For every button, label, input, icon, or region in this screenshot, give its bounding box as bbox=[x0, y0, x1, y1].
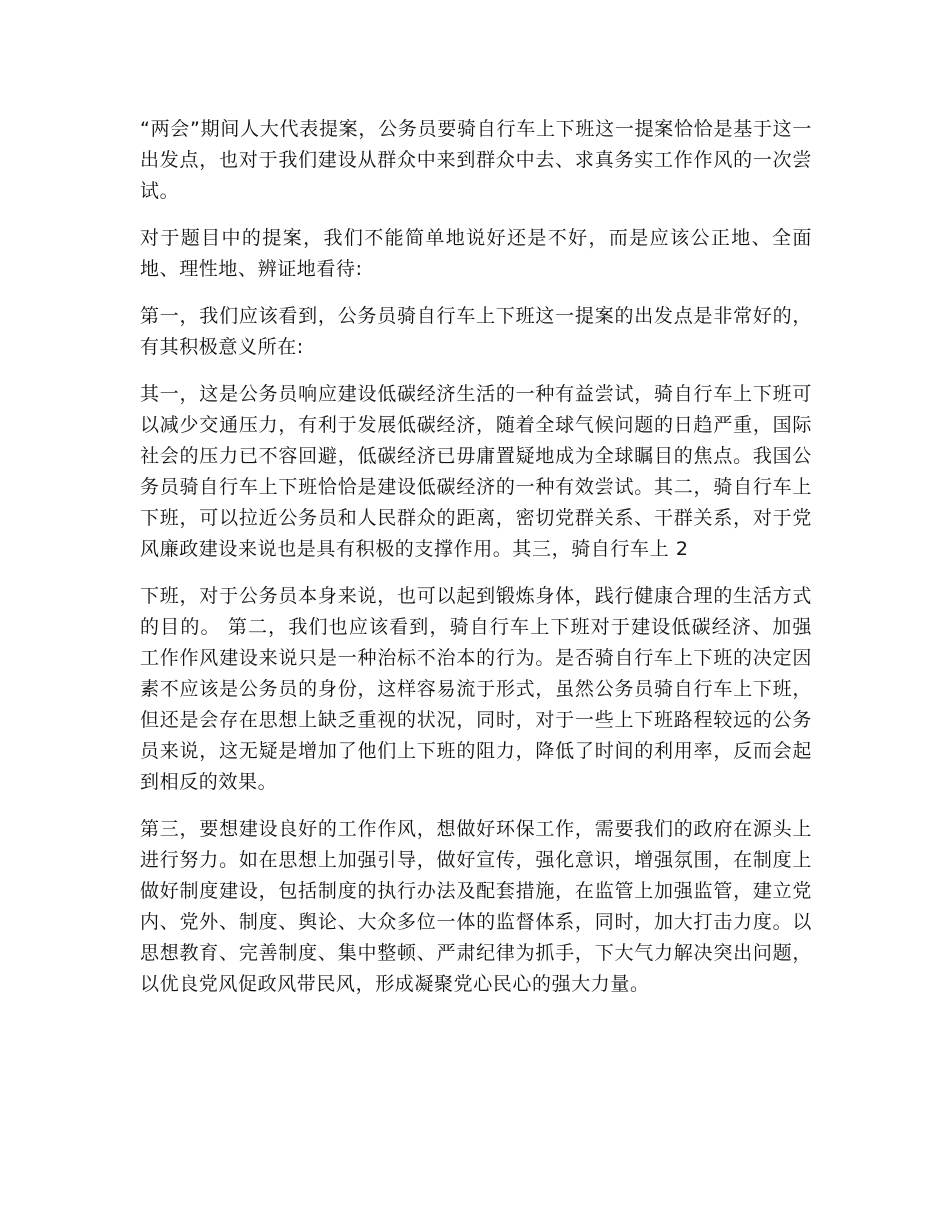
paragraph-2: 对于题目中的提案，我们不能简单地说好还是不好，而是应该公正地、全面地、理性地、辨证地看待: bbox=[140, 227, 812, 280]
document-body bbox=[140, 114, 812, 1016]
paragraph-6: 第三，要想建设良好的工作作风，想做好环保工作，需要我们的政府在源头上进行努力。如在思想上加强引导，做好宣传，强化意识，增强氛围，在制度上做好制度建设，包括制度的执行办法及配套措施，在监管上加强监管，建立党内、党外、制度、舆论、大众多位一体的监督体系，同时，加大打击力度。以思想教育、完善制度、集中整顿、严肃纪律为抓手，下大气力解决突出问题，以优良党风促政风带民风，形成凝聚党心民心的强大力量。 bbox=[140, 818, 812, 995]
paragraph-5: 下班，对于公务员本身来说，也可以起到锻炼身体，践行健康合理的生活方式的目的。 第二，我们也应该看到，骑自行车上下班对于建设低碳经济、加强工作作风建设来说只是一种治标不治本的行为。是否骑自行车上下班的决定因素不应该是公务员的身份，这样容易流于形式，虽然公务员骑自行车上下班，但还是会存在思想上缺乏重视的状况，同时，对于一些上下班路程较远的公务员来说，这无疑是增加了他们上下班的阻力，降低了时间的利用率，反而会起到相反的效果。 bbox=[140, 585, 812, 793]
paragraph-1: “两会”期间人大代表提案，公务员要骑自行车上下班这一提案恰恰是基于这一出发点，也对于我们建设从群众中来到群众中去、求真务实工作作风的一次尝试。 bbox=[140, 118, 812, 202]
paragraph-3: 第一，我们应该看到，公务员骑自行车上下班这一提案的出发点是非常好的，有其积极意义所在: bbox=[140, 305, 812, 358]
paragraph-4: 其一，这是公务员响应建设低碳经济生活的一种有益尝试，骑自行车上下班可以减少交通压力，有利于发展低碳经济，随着全球气候问题的日趋严重，国际社会的压力已不容回避，低碳经济已毋庸置疑地成为全球瞩目的焦点。我国公务员骑自行车上下班恰恰是建设低碳经济的一种有效尝试。其二，骑自行车上下班，可以拉近公务员和人民群众的距离，密切党群关系、干群关系，对于党风廉政建设来说也是具有积极的支撑作用。其三，骑自行车上 2 bbox=[140, 383, 812, 560]
